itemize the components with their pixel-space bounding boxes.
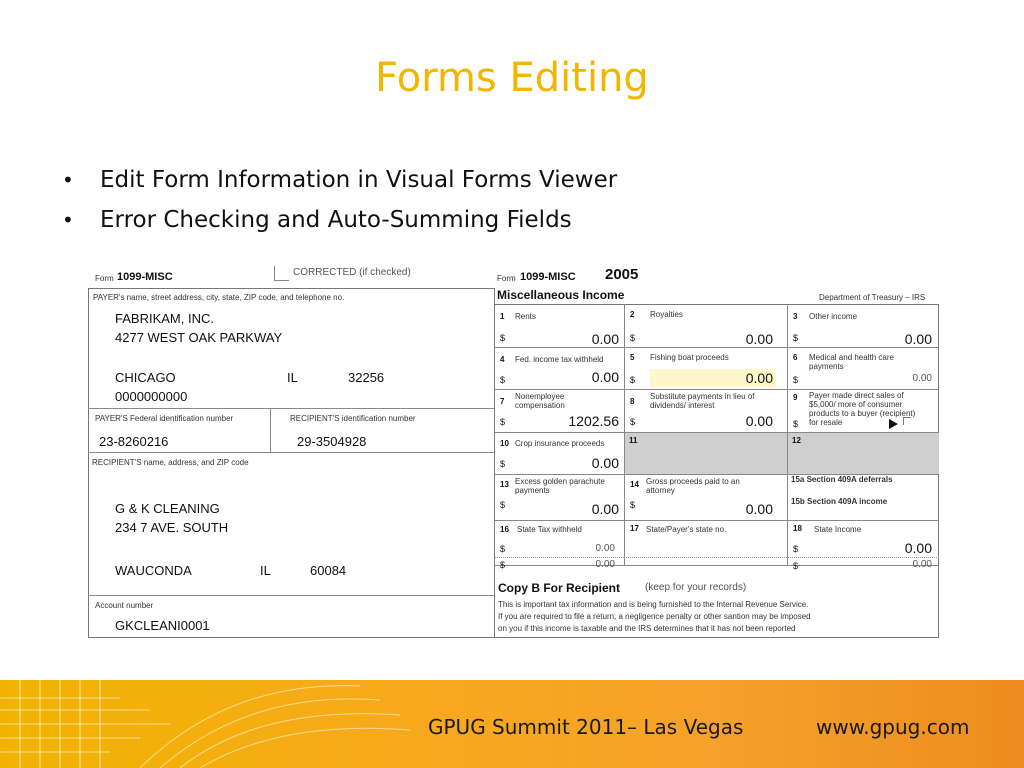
recipient-state[interactable]: IL — [260, 563, 271, 578]
bullet-symbol: • — [62, 208, 74, 232]
divider — [88, 595, 495, 596]
form-name-right: 1099-MISC — [520, 271, 576, 283]
box-8-amount[interactable]: 0.00 — [745, 413, 773, 429]
recipient-label: RECIPIENT'S name, address, and ZIP code — [92, 458, 249, 467]
copy-b-text-line: This is important tax information and is being furnished to the Internal Revenue Service. — [498, 600, 809, 609]
box-number: 14 — [630, 480, 639, 489]
box-number: 4 — [500, 355, 505, 364]
box-2-label: Royalties — [650, 310, 683, 319]
footer-event: GPUG Summit 2011– Las Vegas — [428, 715, 744, 739]
payer-name[interactable]: FABRIKAM, INC. — [115, 311, 214, 326]
slide-title: Forms Editing — [375, 55, 649, 101]
payer-state[interactable]: IL — [287, 370, 298, 385]
dollar-sign: $ — [630, 417, 636, 427]
box-number: 5 — [630, 353, 635, 362]
dollar-sign: $ — [500, 560, 506, 570]
dollar-sign: $ — [500, 459, 506, 469]
divider — [270, 408, 271, 452]
bullet-item — [62, 200, 617, 240]
copy-b-note: (keep for your records) — [645, 582, 747, 593]
payer-street[interactable]: 4277 WEST OAK PARKWAY — [115, 330, 283, 345]
bullet-text: Edit Form Information in Visual Forms Viewer — [100, 167, 618, 193]
footer-band — [0, 680, 1024, 768]
box-17-label: State/Payer's state no. — [646, 525, 727, 534]
box-18-amount-2[interactable]: 0.00 — [912, 559, 932, 570]
dollar-sign: $ — [500, 333, 506, 343]
box-number: 12 — [792, 436, 801, 445]
dollar-sign: $ — [630, 333, 636, 343]
dollar-sign: $ — [793, 419, 799, 429]
box-9-label: Payer made direct sales of $5,000/ more of consumer products to a buyer (recipient) for resale — [809, 391, 916, 427]
tax-year: 2005 — [605, 266, 639, 283]
divider — [624, 557, 787, 558]
box-number: 10 — [500, 439, 509, 448]
box-number: 7 — [500, 397, 505, 406]
dept-label: Department of Treasury – IRS — [819, 293, 926, 302]
bullet-symbol: • — [62, 168, 74, 192]
box-14-amount[interactable]: 0.00 — [745, 501, 773, 517]
dollar-sign: $ — [793, 333, 799, 343]
box-number: 16 — [500, 525, 509, 534]
payer-fed-id[interactable]: 23-8260216 — [99, 434, 169, 449]
box-5-label: Fishing boat proceeds — [650, 353, 729, 362]
corrected-label: CORRECTED (if checked) — [293, 267, 411, 278]
payer-fed-id-label: PAYER'S Federal identification number — [95, 414, 234, 423]
recipient-name[interactable]: G & K CLEANING — [115, 501, 220, 516]
box-15a-label: 15a Section 409A deferrals — [791, 475, 893, 484]
box-13-amount[interactable]: 0.00 — [591, 501, 619, 517]
box-16-amount-2[interactable]: 0.00 — [595, 559, 615, 570]
dollar-sign: $ — [630, 375, 636, 385]
box-number: 3 — [793, 312, 798, 321]
dollar-sign: $ — [500, 544, 506, 554]
box-number: 18 — [793, 524, 802, 533]
box-number: 6 — [793, 353, 798, 362]
box-number: 2 — [630, 310, 635, 319]
box-10-label: Crop insurance proceeds — [515, 439, 605, 448]
payer-city[interactable]: CHICAGO — [115, 370, 176, 385]
box-4-label: Fed. income tax withheld — [515, 355, 604, 364]
box-11-shaded — [625, 433, 787, 474]
box-18-amount-1[interactable]: 0.00 — [904, 540, 932, 556]
box-3-amount[interactable]: 0.00 — [904, 331, 932, 347]
dollar-sign: $ — [500, 417, 506, 427]
box-number: 11 — [629, 436, 638, 445]
payer-zip[interactable]: 32256 — [348, 370, 385, 385]
box-6-amount[interactable]: 0.00 — [912, 373, 932, 384]
play-arrow-icon — [889, 419, 898, 429]
dollar-sign: $ — [793, 544, 799, 554]
box-12-shaded — [788, 433, 939, 474]
copy-b-title: Copy B For Recipient — [498, 581, 621, 595]
divider — [494, 347, 939, 348]
divider — [494, 389, 939, 390]
box-16-amount-1[interactable]: 0.00 — [595, 543, 615, 554]
box-7-label: Nonemployee compensation — [515, 392, 565, 410]
form-word: Form — [95, 274, 114, 283]
dollar-sign: $ — [500, 500, 506, 510]
payer-phone[interactable]: 0000000000 — [115, 389, 188, 404]
box-16-label: State Tax withheld — [517, 525, 582, 534]
box-1-amount[interactable]: 0.00 — [591, 331, 619, 347]
box-7-amount[interactable]: 1202.56 — [568, 413, 619, 429]
footer-url[interactable]: www.gpug.com — [816, 715, 970, 739]
box-number: 8 — [630, 397, 635, 406]
box-2-amount[interactable]: 0.00 — [745, 331, 773, 347]
divider — [88, 408, 495, 409]
bullet-list — [62, 160, 617, 240]
footer-decoration — [0, 680, 420, 768]
corrected-checkbox[interactable] — [274, 266, 289, 281]
box-10-amount[interactable]: 0.00 — [591, 455, 619, 471]
recipient-street[interactable]: 234 7 AVE. SOUTH — [115, 520, 229, 535]
box-number: 13 — [500, 480, 509, 489]
recipient-city[interactable]: WAUCONDA — [115, 563, 192, 578]
box-14-label: Gross proceeds paid to an attorney — [646, 477, 740, 495]
copy-b-text-line: on you if this income is taxable and the IRS determines that it has not been reported — [498, 624, 796, 633]
box-18-label: State Income — [814, 525, 862, 534]
recipient-id[interactable]: 29-3504928 — [297, 434, 367, 449]
box-number: 17 — [630, 524, 639, 533]
box-9-checkbox[interactable] — [903, 417, 911, 425]
box-number: 9 — [793, 393, 798, 402]
account-label: Account number — [95, 601, 154, 610]
divider — [88, 452, 495, 453]
form-word-right: Form — [497, 274, 516, 283]
divider — [494, 557, 624, 558]
form-subtitle: Miscellaneous Income — [497, 288, 625, 302]
bullet-text: Error Checking and Auto-Summing Fields — [100, 207, 572, 233]
form-name: 1099-MISC — [117, 271, 173, 283]
divider — [787, 557, 939, 558]
box-13-label: Excess golden parachute payments — [515, 477, 605, 495]
bullet-item — [62, 160, 617, 200]
box-8-label: Substitute payments in lieu of dividends/ interest — [650, 392, 755, 410]
copy-b-text-line: If you are required to file a return, a negligence penalty or other santion may be imposed — [498, 612, 811, 621]
box-3-label: Other income — [809, 312, 858, 321]
account-number[interactable]: GKCLEANI0001 — [115, 618, 210, 633]
dollar-sign: $ — [500, 375, 506, 385]
payer-label: PAYER's name, street address, city, state, ZIP code, and telephone no. — [93, 293, 345, 302]
box-6-label: Medical and health care payments — [809, 353, 894, 371]
form-1099-misc — [87, 262, 940, 638]
dollar-sign: $ — [793, 375, 799, 385]
recipient-id-label: RECIPIENT'S identification number — [290, 414, 416, 423]
box-15b-label: 15b Section 409A income — [791, 497, 888, 506]
box-1-label: Rents — [515, 312, 536, 321]
dollar-sign: $ — [793, 561, 799, 571]
box-5-amount[interactable]: 0.00 — [745, 370, 773, 386]
recipient-zip[interactable]: 60084 — [310, 563, 347, 578]
dollar-sign: $ — [630, 500, 636, 510]
box-number: 1 — [500, 312, 505, 321]
box-4-amount[interactable]: 0.00 — [591, 369, 619, 385]
divider — [494, 520, 939, 521]
